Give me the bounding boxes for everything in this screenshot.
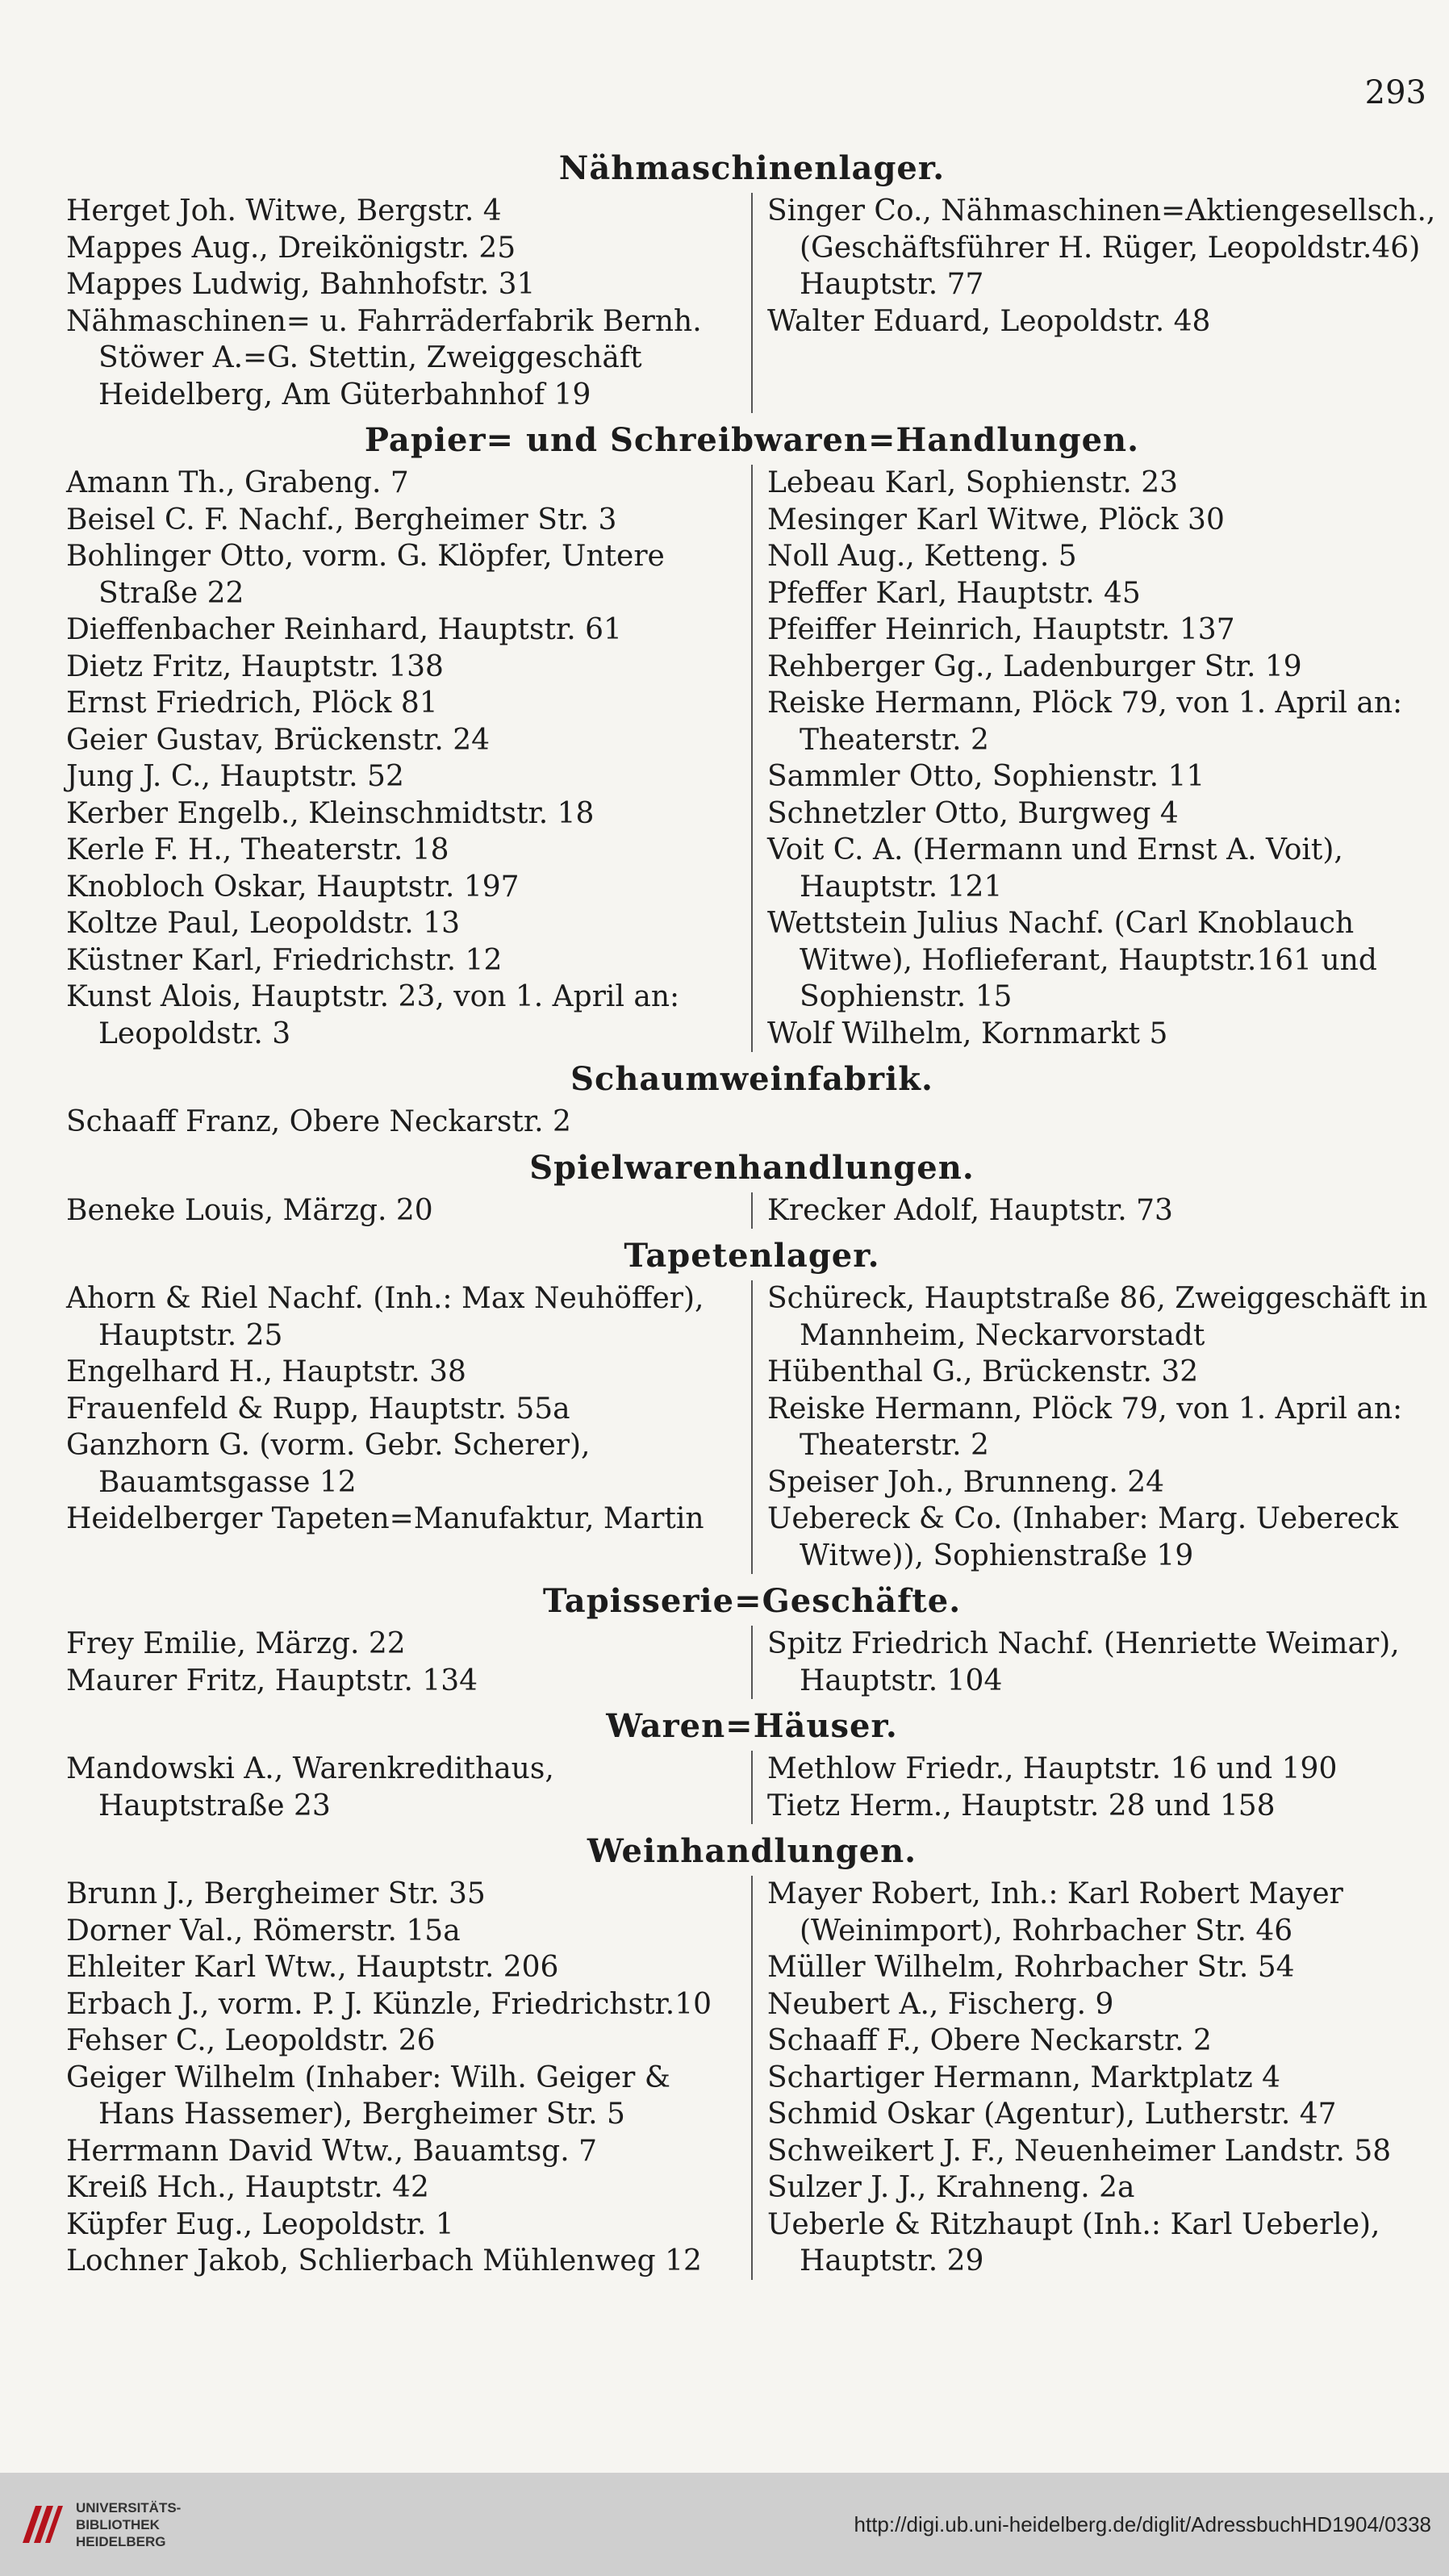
directory-section: [66, 1829, 1438, 2280]
source-url-link[interactable]: http://digi.ub.uni-heidelberg.de/diglit/AdressbuchHD1904/0338: [854, 2511, 1431, 2536]
directory-entry: Ganzhorn G. (vorm. Gebr. Scherer), Bauamtsgasse 12: [66, 1429, 591, 1499]
directory-entry: Mayer Robert, Inh.: Karl Robert Mayer (Weinimport), Rohrbacher Str. 46: [767, 1877, 1343, 1948]
directory-entry: Pfeffer Karl, Hauptstr. 45: [767, 576, 1141, 610]
logo-line: HEIDELBERG: [76, 2533, 166, 2549]
section-title: Tapisserie=Geschäfte.: [542, 1582, 962, 1620]
directory-entry: Ueberle & Ritzhaupt (Inh.: Karl Ueberle), Hauptstr. 29: [767, 2207, 1380, 2277]
directory-entry: Kreiß Hch., Hauptstr. 42: [66, 2171, 429, 2204]
directory-entry: Schmid Oskar (Agentur), Lutherstr. 47: [767, 2098, 1337, 2131]
section-columns: [66, 1626, 1438, 1699]
directory-entry: Geier Gustav, Brückenstr. 24: [66, 723, 491, 757]
directory-entry: Herget Joh. Witwe, Bergstr. 4: [66, 194, 502, 228]
directory-entry: Schüreck, Hauptstraße 86, Zweiggeschäft in Mannheim, Neckarvorstadt: [767, 1282, 1428, 1352]
directory-entry: Dorner Val., Römerstr. 15a: [66, 1914, 461, 1948]
directory-entry: Bohlinger Otto, vorm. G. Klöpfer, Untere Straße 22: [66, 540, 665, 610]
section-columns: [66, 1876, 1438, 2280]
page-number: 293: [1364, 74, 1426, 111]
directory-entry: Reiske Hermann, Plöck 79, von 1. April an: Theaterstr. 2: [767, 687, 1403, 757]
left-column: [66, 1626, 751, 1699]
directory-entry: Ernst Friedrich, Plöck 81: [66, 687, 438, 720]
logo-line: BIBLIOTHEK: [76, 2516, 160, 2532]
directory-entry: Fehser C., Leopoldstr. 26: [66, 2024, 436, 2057]
library-logo-text: [76, 2499, 181, 2550]
left-column: [66, 1192, 751, 1230]
section-columns: [66, 1751, 1438, 1824]
directory-entry: Ehleiter Karl Wtw., Hauptstr. 206: [66, 1951, 559, 1984]
left-column: [66, 1751, 751, 1824]
directory-entry: Schaaff F., Obere Neckarstr. 2: [767, 2024, 1212, 2057]
right-column: [751, 1192, 1438, 1230]
directory-entry: Geiger Wilhelm (Inhaber: Wilh. Geiger & Hans Hassemer), Bergheimer Str. 5: [66, 2060, 670, 2131]
directory-entry: Tietz Herm., Hauptstr. 28 und 158: [767, 1789, 1276, 1822]
directory-entry: Erbach J., vorm. P. J. Künzle, Friedrichstr.10: [66, 1987, 712, 2021]
library-logo[interactable]: [18, 2499, 181, 2550]
directory-entry: Walter Eduard, Leopoldstr. 48: [767, 304, 1211, 338]
section-columns: [66, 1280, 1438, 1574]
right-column: [751, 465, 1438, 1052]
directory-entry: Schaaff Franz, Obere Neckarstr. 2: [66, 1105, 571, 1138]
right-column: [751, 193, 1438, 413]
section-columns: [66, 1104, 1438, 1141]
directory-entry: Noll Aug., Ketteng. 5: [767, 540, 1077, 573]
directory-entry: Dieffenbacher Reinhard, Hauptstr. 61: [66, 613, 622, 646]
directory-entry: Schartiger Hermann, Marktplatz 4: [767, 2060, 1281, 2094]
section-title: Papier= und Schreibwaren=Handlungen.: [364, 421, 1140, 459]
directory-entry: Rehberger Gg., Ladenburger Str. 19: [767, 649, 1302, 683]
directory-entry: Küstner Karl, Friedrichstr. 12: [66, 943, 503, 977]
directory-section: [66, 1146, 1438, 1230]
directory-entry: Methlow Friedr., Hauptstr. 16 und 190: [767, 1752, 1338, 1785]
directory-entry: Amann Th., Grabeng. 7: [66, 466, 409, 499]
directory-section: [66, 146, 1438, 413]
directory-entry: Küpfer Eug., Leopoldstr. 1: [66, 2207, 454, 2241]
directory-entry: Maurer Fritz, Hauptstr. 134: [66, 1664, 478, 1697]
directory-entry: Reiske Hermann, Plöck 79, von 1. April an: Theaterstr. 2: [767, 1392, 1403, 1462]
directory-entry: Speiser Joh., Brunneng. 24: [767, 1465, 1165, 1499]
directory-entry: Heidelberger Tapeten=Manufaktur, Martin: [66, 1502, 704, 1535]
directory-entry: Singer Co., Nähmaschinen=Aktiengesellsch., (Geschäftsführer H. Rüger, Leopoldstr.46) Hauptstr. 77: [767, 194, 1436, 301]
left-column: [66, 465, 751, 1052]
directory-entry: Pfeiffer Heinrich, Hauptstr. 137: [767, 613, 1235, 646]
directory-entry: Mesinger Karl Witwe, Plöck 30: [767, 503, 1225, 536]
directory-entry: Engelhard H., Hauptstr. 38: [66, 1355, 466, 1388]
section-title: Weinhandlungen.: [587, 1832, 917, 1870]
directory-entry: Sammler Otto, Sophienstr. 11: [767, 760, 1205, 793]
directory-entry: Mandowski A., Warenkredithaus, Hauptstraße 23: [66, 1752, 554, 1822]
directory-entry: Kunst Alois, Hauptstr. 23, von 1. April an: Leopoldstr. 3: [66, 980, 680, 1050]
left-column: [66, 193, 751, 413]
directory-entry: Beisel C. F. Nachf., Bergheimer Str. 3: [66, 503, 617, 536]
section-columns: [66, 465, 1438, 1052]
section-columns: [66, 1192, 1438, 1230]
directory-section: [66, 1579, 1438, 1699]
directory-entry: Kerber Engelb., Kleinschmidtstr. 18: [66, 796, 595, 830]
directory-entry: Dietz Fritz, Hauptstr. 138: [66, 649, 444, 683]
directory-entry: Neubert A., Fischerg. 9: [767, 1987, 1114, 2021]
directory-entry: Lebeau Karl, Sophienstr. 23: [767, 466, 1179, 499]
section-title: Schaumweinfabrik.: [570, 1060, 933, 1098]
right-column: [751, 1876, 1438, 2280]
directory-entry: Knobloch Oskar, Hauptstr. 197: [66, 870, 520, 904]
left-column: [66, 1280, 751, 1574]
right-column: [751, 1626, 1438, 1699]
directory-entry: Wettstein Julius Nachf. (Carl Knoblauch Witwe), Hoflieferant, Hauptstr.161 und Sophienstr. 15: [767, 907, 1377, 1013]
directory-section: [66, 1704, 1438, 1824]
library-logo-icon: [18, 2501, 65, 2548]
directory-entry: Frauenfeld & Rupp, Hauptstr. 55a: [66, 1392, 570, 1426]
directory-entry: Krecker Adolf, Hauptstr. 73: [767, 1193, 1173, 1227]
section-title: Waren=Häuser.: [606, 1707, 898, 1745]
directory-section: [66, 1234, 1438, 1574]
directory-entry: Hübenthal G., Brückenstr. 32: [767, 1355, 1199, 1388]
directory-entry: Frey Emilie, Märzg. 22: [66, 1627, 406, 1660]
directory-entry: Müller Wilhelm, Rohrbacher Str. 54: [767, 1951, 1295, 1984]
left-column: [66, 1876, 751, 2280]
right-column: [752, 1104, 1438, 1141]
directory-entry: Lochner Jakob, Schlierbach Mühlenweg 12: [66, 2244, 702, 2277]
left-column: [66, 1104, 752, 1141]
directory-entry: Ahorn & Riel Nachf. (Inh.: Max Neuhöffer), Hauptstr. 25: [66, 1282, 704, 1352]
directory-section: [66, 1057, 1438, 1141]
right-column: [751, 1751, 1438, 1824]
directory-entry: Brunn J., Bergheimer Str. 35: [66, 1877, 486, 1910]
directory-entry: Wolf Wilhelm, Kornmarkt 5: [767, 1017, 1168, 1050]
section-columns: [66, 193, 1438, 413]
directory-entry: Koltze Paul, Leopoldstr. 13: [66, 907, 461, 940]
footer-bar: [0, 2473, 1449, 2576]
directory-entry: Schweikert J. F., Neuenheimer Landstr. 58: [767, 2134, 1392, 2168]
directory-entry: Mappes Ludwig, Bahnhofstr. 31: [66, 268, 536, 301]
directory-section: [66, 418, 1438, 1052]
directory-entry: Beneke Louis, Märzg. 20: [66, 1193, 433, 1227]
directory-entry: Schnetzler Otto, Burgweg 4: [767, 796, 1179, 830]
directory-entry: Mappes Aug., Dreikönigstr. 25: [66, 231, 516, 265]
directory-entry: Nähmaschinen= u. Fahrräderfabrik Bernh. Stöwer A.=G. Stettin, Zweiggeschäft Heidelberg, Am Güterbahnhof 19: [66, 304, 702, 411]
right-column: [751, 1280, 1438, 1574]
directory-entry: Sulzer J. J., Krahneng. 2a: [767, 2171, 1135, 2204]
section-title: Tapetenlager.: [624, 1237, 880, 1275]
directory-entry: Jung J. C., Hauptstr. 52: [66, 760, 404, 793]
directory-entry: Herrmann David Wtw., Bauamtsg. 7: [66, 2134, 598, 2168]
directory-content: [66, 141, 1438, 2280]
section-title: Nähmaschinenlager.: [558, 149, 946, 187]
directory-entry: Uebereck & Co. (Inhaber: Marg. Uebereck Witwe)), Sophienstraße 19: [767, 1502, 1399, 1572]
logo-line: UNIVERSITÄTS-: [76, 2499, 182, 2515]
directory-entry: Kerle F. H., Theaterstr. 18: [66, 833, 449, 866]
directory-entry: Voit C. A. (Hermann und Ernst A. Voit), Hauptstr. 121: [767, 833, 1343, 904]
directory-entry: Spitz Friedrich Nachf. (Henriette Weimar), Hauptstr. 104: [767, 1627, 1400, 1697]
section-title: Spielwarenhandlungen.: [529, 1148, 975, 1187]
